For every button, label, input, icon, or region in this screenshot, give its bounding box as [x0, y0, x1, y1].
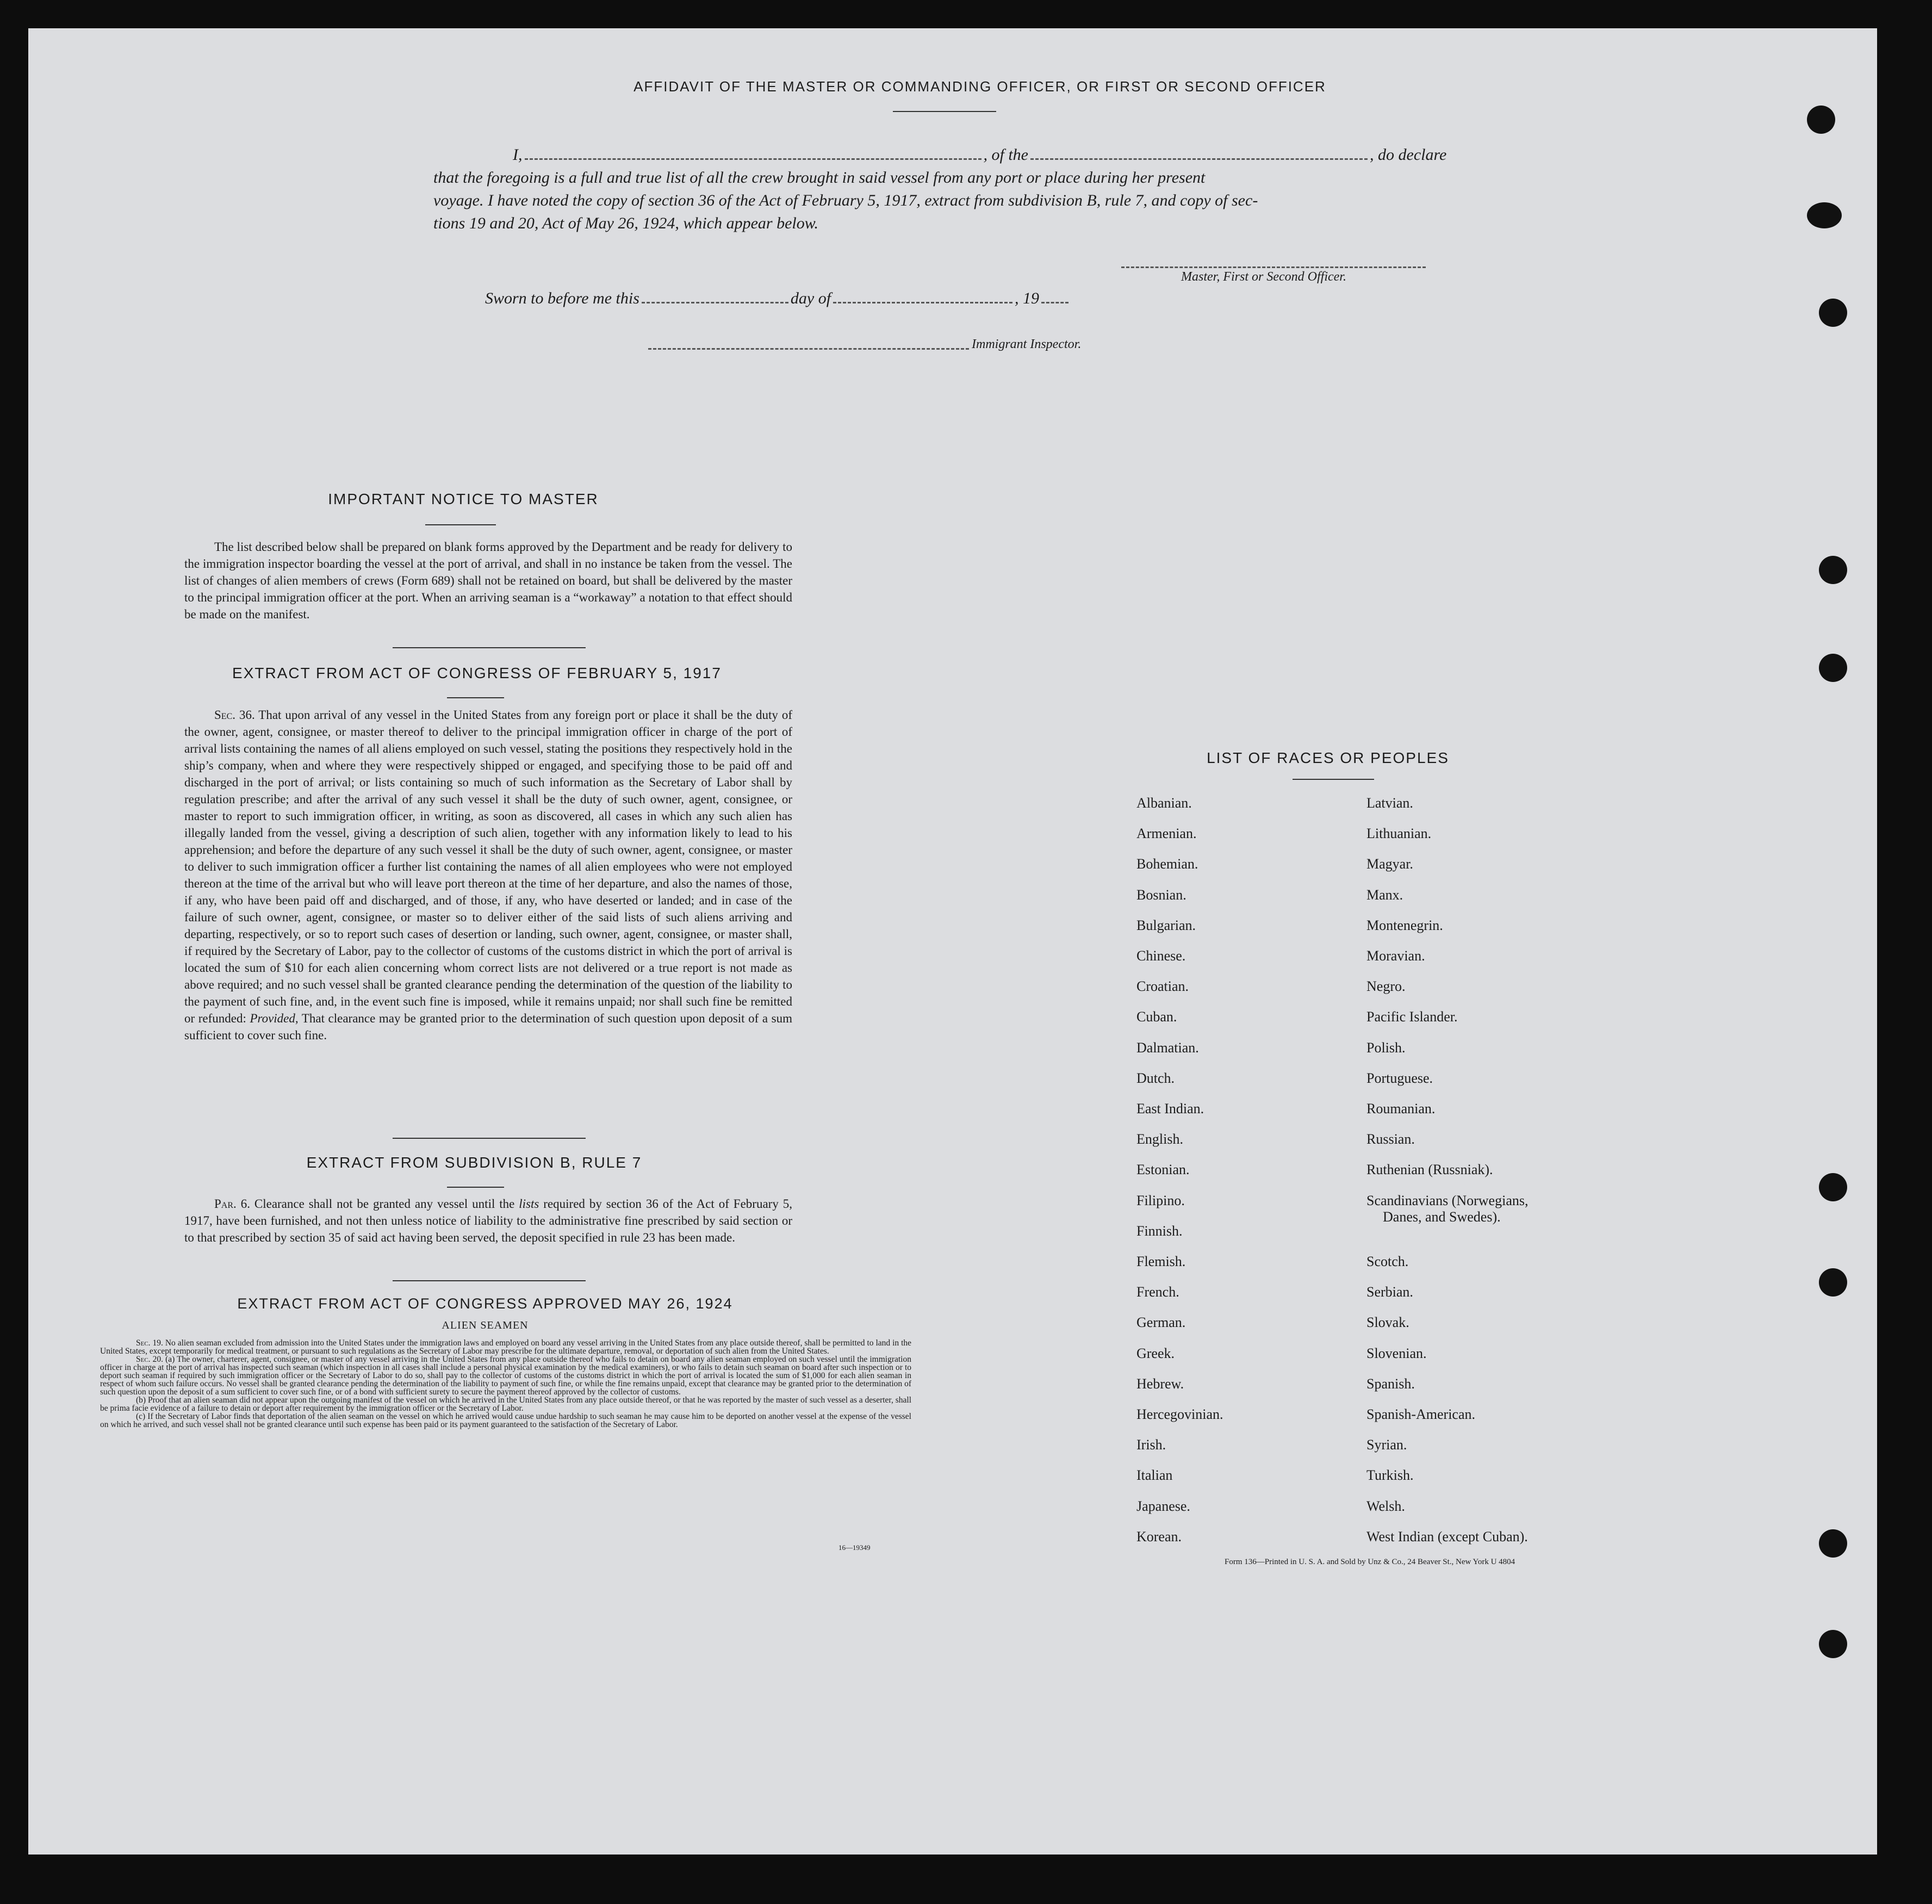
- race-item: Negro.: [1366, 978, 1406, 995]
- race-item: Albanian.: [1136, 795, 1192, 811]
- race-item: Slovenian.: [1366, 1345, 1427, 1361]
- race-item: Hebrew.: [1136, 1375, 1184, 1392]
- divider: [393, 647, 586, 648]
- race-item: Magyar.: [1366, 856, 1413, 872]
- print-code: 16—19349: [838, 1543, 871, 1552]
- master-name-field[interactable]: [525, 158, 981, 160]
- race-item: English.: [1136, 1131, 1183, 1148]
- affidavit-line-2: that the foregoing is a full and true list of all the crew brought in said vessel from any port or place during her present: [433, 169, 1206, 187]
- alien-seamen-subtitle: ALIEN SEAMEN: [442, 1319, 529, 1331]
- affidavit-line-3: voyage. I have noted the copy of section 36 of the Act of February 5, 1917, extract from subdivision B, rule 7, and copy of sec-: [433, 191, 1258, 209]
- sec-36-label: Sec. 36.: [214, 708, 255, 722]
- sworn-line: [485, 289, 1071, 308]
- race-item: Japanese.: [1136, 1498, 1190, 1514]
- par-6-label: Par. 6.: [214, 1197, 250, 1211]
- punch-hole: [1819, 1173, 1847, 1201]
- punch-hole: [1819, 1268, 1847, 1297]
- race-item: Montenegrin.: [1366, 917, 1443, 933]
- race-item: Irish.: [1136, 1437, 1166, 1453]
- race-item: Portuguese.: [1366, 1070, 1433, 1086]
- divider: [893, 111, 996, 112]
- race-item: Filipino.: [1136, 1192, 1185, 1208]
- form-footer: Form 136—Printed in U. S. A. and Sold by Unz & Co., 24 Beaver St., New York U 4804: [1225, 1558, 1515, 1566]
- race-item: Pacific Islander.: [1366, 1009, 1458, 1025]
- extract-1924-text: Sec. 19. No alien seaman excluded from admission into the United States under the immigration laws and employed on board any vessel arriving in the United States from any place outside thereof, shall be permitted to land in the United States, except temporarily for medical treatment, or pursuant to such regulations as the Secretary of Labor may prescribe for the ultimate departure, removal, or deportation of such alien from the United States. Sec. 20. (a) The owner, charterer, agent, consignee, or master of any vessel arriving in the United States from any place outside thereof who fails to detain on board any alien seaman employed on such vessel until the immigration officer in charge at the port of arrival has inspected such seaman (which inspection in all cases shall include a personal physical examination by the medical examiners), or who fails to detain such seaman on board after such inspection or to deport such seaman if required by such immigration officer or the Secretary of Labor to do so, shall pay to the collector of customs of the customs district in which the port of arrival is located the sum of $1,000 for each alien seaman in respect of whom such failure occurs. No vessel shall be granted clearance pending the determination of the liability to payment of such fine, or while the fine remains unpaid, except that clearance may be granted prior to the determination of such question upon the deposit of a sum sufficient to cover such fine, or of a bond with sufficient surety to secure the payment thereof approved by the collector of customs. (b) Proof that an alien seaman did not appear upon the outgoing manifest of the vessel on which he arrived in the United States from any place outside thereof, or that he was reported by the master of such vessel as a deserter, shall be prima facie evidence of a failure to detain or deport after requirement by the immigration officer or the Secretary of Labor. (c) If the Secretary of Labor finds that deportation of the alien seaman on the vessel on which he arrived would cause undue hardship to such seaman he may cause him to be deported on another vessel at the expense of the vessel on which he arrived, and such vessel shall not be granted clearance until such expense has been paid or its payment guaranteed to the satisfaction of the Secretary of Labor.: [100, 1338, 912, 1429]
- divider: [447, 1187, 504, 1188]
- race-item: Estonian.: [1136, 1162, 1190, 1178]
- race-item: West Indian (except Cuban).: [1366, 1528, 1528, 1545]
- race-item: Turkish.: [1366, 1467, 1414, 1484]
- race-item: Slovak.: [1366, 1314, 1409, 1331]
- affidavit-title: AFFIDAVIT OF THE MASTER OR COMMANDING OFFICER, OR FIRST OR SECOND OFFICER: [633, 78, 1326, 95]
- divider: [425, 524, 496, 525]
- race-item: Danes, and Swedes).: [1383, 1208, 1501, 1225]
- races-left-column: [1136, 795, 1354, 1589]
- punch-hole: [1819, 556, 1847, 584]
- race-item: Spanish.: [1366, 1375, 1415, 1392]
- punch-hole: [1819, 299, 1847, 327]
- sworn-month-field[interactable]: [833, 302, 1012, 303]
- punch-hole: [1819, 654, 1847, 682]
- punch-hole: [1819, 1529, 1847, 1558]
- master-signature-label: Master, First or Second Officer.: [1181, 270, 1346, 284]
- notice-text: The list described below shall be prepared on blank forms approved by the Department and be ready for delivery to the immigration inspector boarding the vessel at the port of arrival, and shall in no instance be taken from the vessel. The list of changes of alien members of crews (Form 689) shall not be retained on board, but shall be delivered by the master to the principal immigration officer at the port. When an arriving seaman is a “workaway” a notation to that effect should be made on the manifest.: [184, 540, 792, 621]
- race-item: Ruthenian (Russniak).: [1366, 1162, 1493, 1178]
- vessel-name-field[interactable]: [1030, 158, 1368, 160]
- extract-1917-title: EXTRACT FROM ACT OF CONGRESS OF FEBRUARY 5, 1917: [232, 665, 722, 681]
- affidavit-of-the-label: , of the: [983, 146, 1028, 164]
- race-item: Polish.: [1366, 1039, 1406, 1056]
- race-item: Lithuanian.: [1366, 826, 1432, 842]
- race-item: Serbian.: [1366, 1284, 1413, 1300]
- race-item: Hercegovinian.: [1136, 1406, 1223, 1422]
- inspector-signature-field[interactable]: [648, 348, 969, 350]
- race-item: Latvian.: [1366, 795, 1413, 811]
- race-item: Spanish-American.: [1366, 1406, 1476, 1422]
- race-item: Welsh.: [1366, 1498, 1405, 1514]
- sworn-year-field[interactable]: [1041, 302, 1068, 303]
- extract-1924-title: EXTRACT FROM ACT OF CONGRESS APPROVED MAY 26, 1924: [237, 1295, 733, 1312]
- year-label: , 19: [1015, 289, 1040, 307]
- inspector-label: Immigrant Inspector.: [972, 337, 1082, 351]
- divider: [1293, 779, 1374, 780]
- races-right-column: [1366, 795, 1671, 1589]
- race-item: Scandinavians (Norwegians,: [1366, 1192, 1529, 1208]
- extract-1917-text: Sec. 36. That upon arrival of any vessel in the United States from any foreign port or place it shall be the duty of the owner, agent, consignee, or master thereof to deliver to the principal immigration officer in charge of the port of arrival lists containing the names of all aliens employed on such vessel, stating the positions they respectively hold in the ship’s company, when and where they were respectively shipped or engaged, and specifying those to be paid off and discharged in the port of arrival; or lists containing so much of such information as the Secretary of Labor shall by regulation prescribe; and after the arrival of any such vessel it shall be the duty of such owner, agent, consignee, or master to report to such immigration officer, in writing, as soon as discovered, all cases in which any such alien has illegally landed from the vessel, giving a description of such alien, together with any information likely to lead to his apprehension; and before the departure of any such vessel it shall be the duty of such owner, agent, consignee, or master to deliver to such immigration officer a further list containing the names of all alien employees who were not employed thereon at the time of the arrival but who will leave port thereon at the time of her departure, and also the names of those, if any, who have been paid off and discharged, and of those, if any, who have deserted or landed; and in case of the failure of such owner, agent, consignee, or master so to deliver either of the said lists of such aliens arriving and departing, respectively, or so to report such cases of desertion or landing, such owner, agent, consignee, or master shall, if required by the Secretary of Labor, pay to the collector of customs of the customs district in which the port of arrival is located the sum of $10 for each alien concerning whom correct lists are not delivered or a true report is not made as above required; and no such vessel shall be granted clearance pending the determination of the question of the liability to the payment of such fine, and, in the event such fine is imposed, while it remains unpaid; nor shall such fine be remitted or refunded: Provided, That clearance may be granted prior to the determination of such question upon deposit of a sum sufficient to cover such fine.: [184, 708, 792, 1042]
- affidavit-body: [433, 144, 1483, 235]
- race-item: Bulgarian.: [1136, 917, 1196, 933]
- race-item: Russian.: [1366, 1131, 1415, 1148]
- race-item: Armenian.: [1136, 826, 1197, 842]
- divider: [447, 697, 504, 698]
- race-item: Flemish.: [1136, 1254, 1186, 1269]
- affidavit-line-4: tions 19 and 20, Act of May 26, 1924, which appear below.: [433, 214, 819, 232]
- race-item: Finnish.: [1136, 1223, 1183, 1239]
- notice-title: IMPORTANT NOTICE TO MASTER: [328, 491, 599, 507]
- affidavit-i-label: I,: [513, 146, 523, 164]
- divider: [393, 1138, 586, 1139]
- punch-hole: [1807, 202, 1842, 228]
- race-item: German.: [1136, 1314, 1186, 1331]
- race-item: Scotch.: [1366, 1254, 1409, 1269]
- race-item: Croatian.: [1136, 978, 1189, 995]
- divider: [393, 1280, 586, 1281]
- race-item: Syrian.: [1366, 1437, 1407, 1453]
- race-item: French.: [1136, 1284, 1179, 1300]
- race-item: Chinese.: [1136, 948, 1186, 964]
- races-title: LIST OF RACES OR PEOPLES: [1207, 749, 1449, 766]
- affidavit-declare-label: , do declare: [1370, 146, 1447, 164]
- sworn-day-field[interactable]: [642, 302, 788, 303]
- race-item: Dutch.: [1136, 1070, 1175, 1086]
- extract-rule7-title: EXTRACT FROM SUBDIVISION B, RULE 7: [306, 1154, 642, 1171]
- race-item: East Indian.: [1136, 1101, 1204, 1117]
- sworn-label: Sworn to before me this: [485, 289, 639, 307]
- extract-rule7-text: Par. 6. Clearance shall not be granted any vessel until the lists required by section 36 of the Act of February 5, 1917, have been furnished, and not then unless notice of liability to the administrative fine prescribed by said section or to that prescribed by section 35 of said act having been served, the deposit specified in rule 23 has been made.: [184, 1197, 792, 1244]
- race-item: Cuban.: [1136, 1009, 1177, 1025]
- race-item: Dalmatian.: [1136, 1039, 1199, 1056]
- punch-hole: [1807, 106, 1835, 134]
- race-item: Moravian.: [1366, 948, 1425, 964]
- punch-hole: [1819, 1630, 1847, 1658]
- race-item: Italian: [1136, 1467, 1173, 1484]
- race-item: Korean.: [1136, 1528, 1182, 1545]
- race-item: Roumanian.: [1366, 1101, 1436, 1117]
- day-of-label: day of: [790, 289, 831, 307]
- document-page: [28, 28, 1877, 1855]
- race-item: Bosnian.: [1136, 886, 1186, 903]
- race-item: Manx.: [1366, 886, 1403, 903]
- race-item: Bohemian.: [1136, 856, 1198, 872]
- master-signature-field[interactable]: [1121, 266, 1426, 268]
- race-item: Greek.: [1136, 1345, 1175, 1361]
